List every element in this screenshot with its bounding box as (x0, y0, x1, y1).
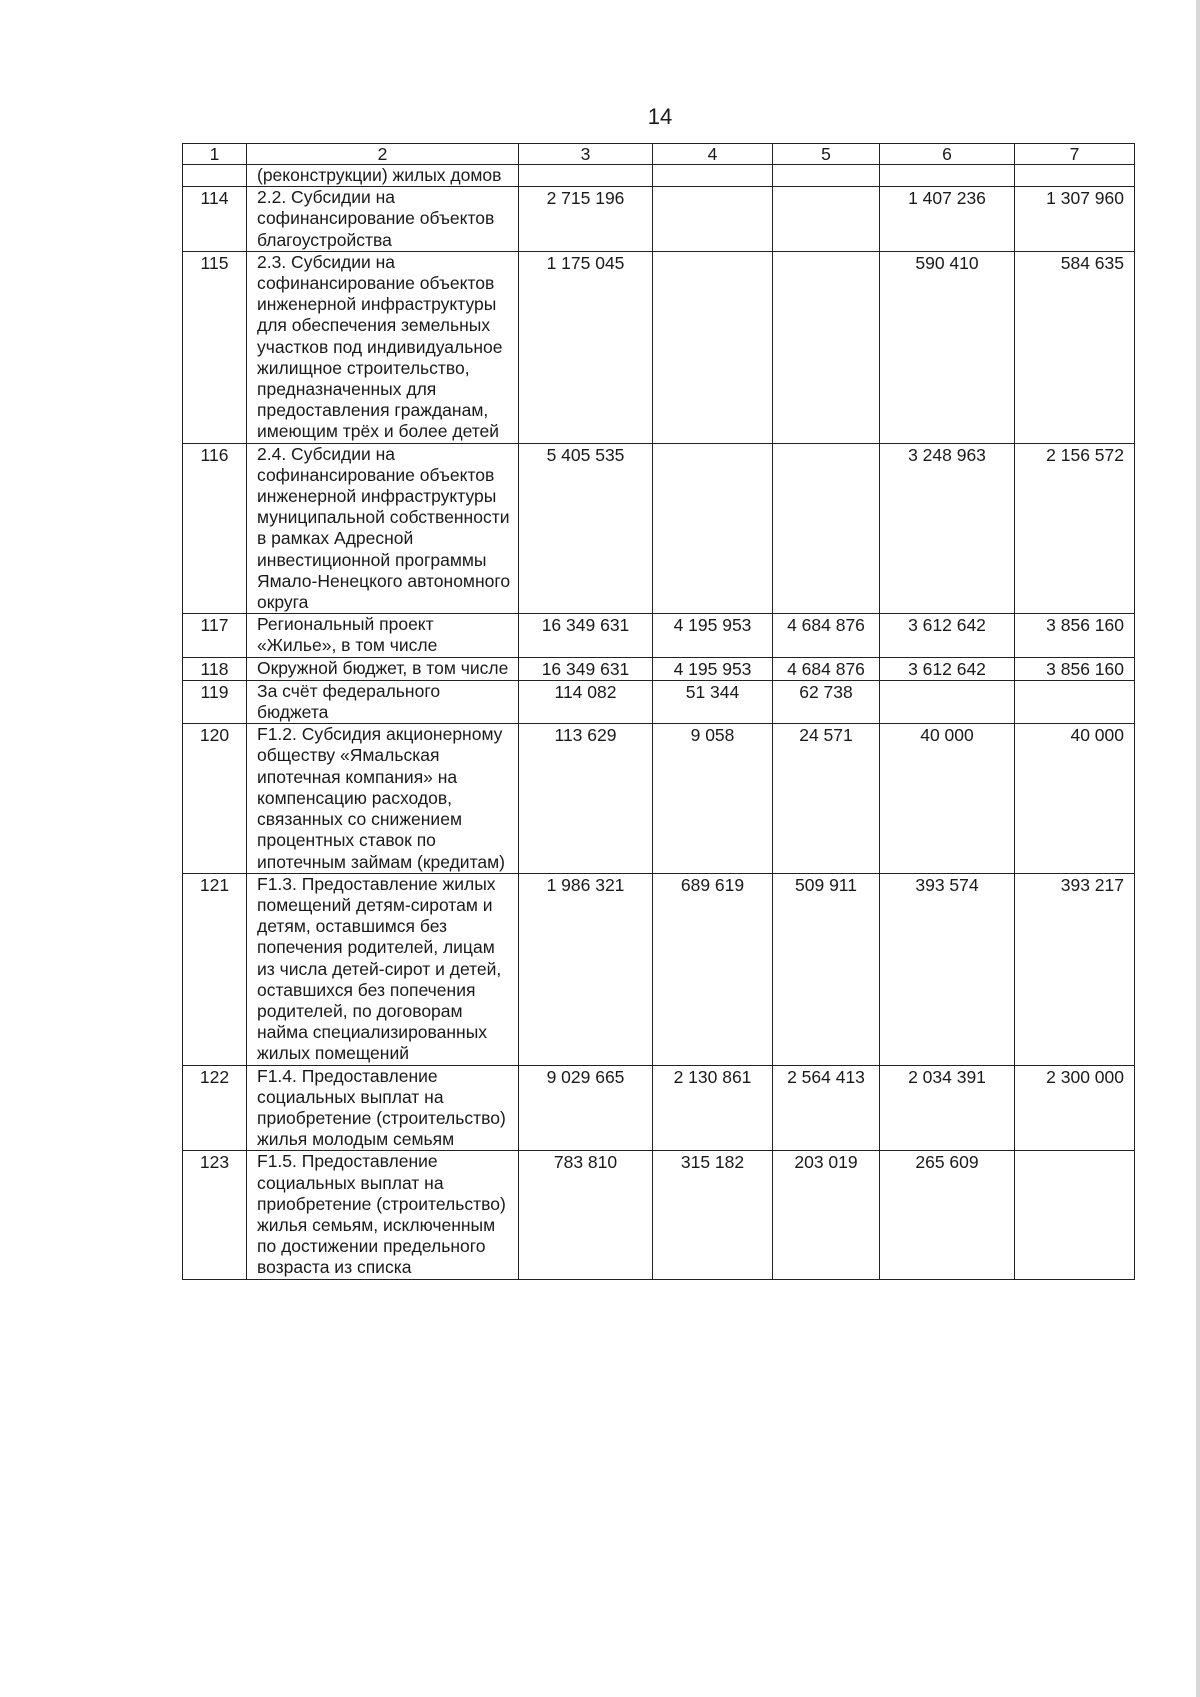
value-col-6: 265 609 (880, 1151, 1015, 1279)
value-col-5: 4 684 876 (773, 614, 880, 657)
table-row (183, 724, 1135, 873)
value-col-3: 2 715 196 (519, 187, 653, 252)
column-header: 4 (653, 144, 773, 165)
value-col-5: 2 564 413 (773, 1065, 880, 1151)
row-number: 119 (183, 680, 247, 723)
value-col-6: 1 407 236 (880, 187, 1015, 252)
value-col-5: 4 684 876 (773, 657, 880, 680)
value-col-3: 1 175 045 (519, 251, 653, 443)
row-description: 2.3. Субсидии на софинансирование объектов инженерной инфраструктуры для обеспечения земельных участков под индивидуальное жилищное строительство, предназначенных для предоставления гражданам, имеющим трёх и более детей (247, 251, 519, 443)
table-row (183, 443, 1135, 614)
value-col-7: 393 217 (1015, 873, 1135, 1065)
value-col-7: 40 000 (1015, 724, 1135, 873)
value-col-5 (773, 443, 880, 614)
value-col-5 (773, 187, 880, 252)
value-col-4: 51 344 (653, 680, 773, 723)
value-col-4: 4 195 953 (653, 614, 773, 657)
row-number: 123 (183, 1151, 247, 1279)
value-col-7: 584 635 (1015, 251, 1135, 443)
value-col-6: 40 000 (880, 724, 1015, 873)
row-number: 114 (183, 187, 247, 252)
table-row (183, 187, 1135, 252)
value-col-6 (880, 165, 1015, 187)
value-col-4: 9 058 (653, 724, 773, 873)
row-description: 2.2. Субсидии на софинансирование объектов благоустройства (247, 187, 519, 252)
row-number: 117 (183, 614, 247, 657)
table-row (183, 251, 1135, 443)
value-col-7 (1015, 165, 1135, 187)
row-description: F1.5. Предоставление социальных выплат на приобретение (строительство) жилья семьям, исключенным по достижении предельного возраста из списка (247, 1151, 519, 1279)
row-description: 2.4. Субсидии на софинансирование объектов инженерной инфраструктуры муниципальной собственности в рамках Адресной инвестиционной программы Ямало-Ненецкого автономного округа (247, 443, 519, 614)
value-col-3: 9 029 665 (519, 1065, 653, 1151)
row-description: F1.2. Субсидия акционерному обществу «Ямальская ипотечная компания» на компенсацию расходов, связанных со снижением процентных ставок по ипотечным займам (кредитам) (247, 724, 519, 873)
value-col-6: 3 612 642 (880, 657, 1015, 680)
table-row (183, 614, 1135, 657)
value-col-3: 16 349 631 (519, 657, 653, 680)
row-description: F1.4. Предоставление социальных выплат на приобретение (строительство) жилья молодым семьям (247, 1065, 519, 1151)
value-col-3 (519, 165, 653, 187)
table-row (183, 873, 1135, 1065)
value-col-4: 689 619 (653, 873, 773, 1065)
column-header: 5 (773, 144, 880, 165)
value-col-6: 3 612 642 (880, 614, 1015, 657)
value-col-6: 590 410 (880, 251, 1015, 443)
value-col-5: 62 738 (773, 680, 880, 723)
table-row (183, 680, 1135, 723)
table-row (183, 1151, 1135, 1279)
value-col-4 (653, 443, 773, 614)
column-header: 2 (247, 144, 519, 165)
value-col-7 (1015, 680, 1135, 723)
page-number: 14 (647, 104, 673, 129)
table-header-row (183, 144, 1135, 165)
column-header: 6 (880, 144, 1015, 165)
row-number: 118 (183, 657, 247, 680)
column-header: 1 (183, 144, 247, 165)
value-col-7: 2 156 572 (1015, 443, 1135, 614)
row-description: Региональный проект «Жилье», в том числе (247, 614, 519, 657)
value-col-5: 509 911 (773, 873, 880, 1065)
value-col-4: 2 130 861 (653, 1065, 773, 1151)
value-col-3: 1 986 321 (519, 873, 653, 1065)
value-col-4 (653, 251, 773, 443)
value-col-3: 16 349 631 (519, 614, 653, 657)
row-number: 121 (183, 873, 247, 1065)
value-col-4: 4 195 953 (653, 657, 773, 680)
value-col-5: 24 571 (773, 724, 880, 873)
row-description: (реконструкции) жилых домов (247, 165, 519, 187)
value-col-7 (1015, 1151, 1135, 1279)
row-number (183, 165, 247, 187)
value-col-5: 203 019 (773, 1151, 880, 1279)
value-col-7: 1 307 960 (1015, 187, 1135, 252)
value-col-4 (653, 187, 773, 252)
row-number: 122 (183, 1065, 247, 1151)
value-col-7: 3 856 160 (1015, 614, 1135, 657)
value-col-3: 114 082 (519, 680, 653, 723)
table-row (183, 165, 1135, 187)
value-col-7: 2 300 000 (1015, 1065, 1135, 1151)
value-col-6: 3 248 963 (880, 443, 1015, 614)
value-col-7: 3 856 160 (1015, 657, 1135, 680)
table-row (183, 1065, 1135, 1151)
value-col-3: 783 810 (519, 1151, 653, 1279)
column-header: 7 (1015, 144, 1135, 165)
value-col-4 (653, 165, 773, 187)
row-number: 116 (183, 443, 247, 614)
scan-edge (1196, 0, 1200, 1697)
value-col-3: 5 405 535 (519, 443, 653, 614)
value-col-3: 113 629 (519, 724, 653, 873)
row-description: Окружной бюджет, в том числе (247, 657, 519, 680)
value-col-4: 315 182 (653, 1151, 773, 1279)
row-number: 115 (183, 251, 247, 443)
data-table (182, 143, 1135, 1280)
table-row (183, 657, 1135, 680)
row-description: F1.3. Предоставление жилых помещений детям-сиротам и детям, оставшимся без попечения родителей, лицам из числа детей-сирот и детей, оставшихся без попечения родителей, по договорам найма специализированных жилых помещений (247, 873, 519, 1065)
value-col-6: 2 034 391 (880, 1065, 1015, 1151)
row-number: 120 (183, 724, 247, 873)
value-col-6 (880, 680, 1015, 723)
column-header: 3 (519, 144, 653, 165)
value-col-6: 393 574 (880, 873, 1015, 1065)
row-description: За счёт федерального бюджета (247, 680, 519, 723)
value-col-5 (773, 251, 880, 443)
value-col-5 (773, 165, 880, 187)
